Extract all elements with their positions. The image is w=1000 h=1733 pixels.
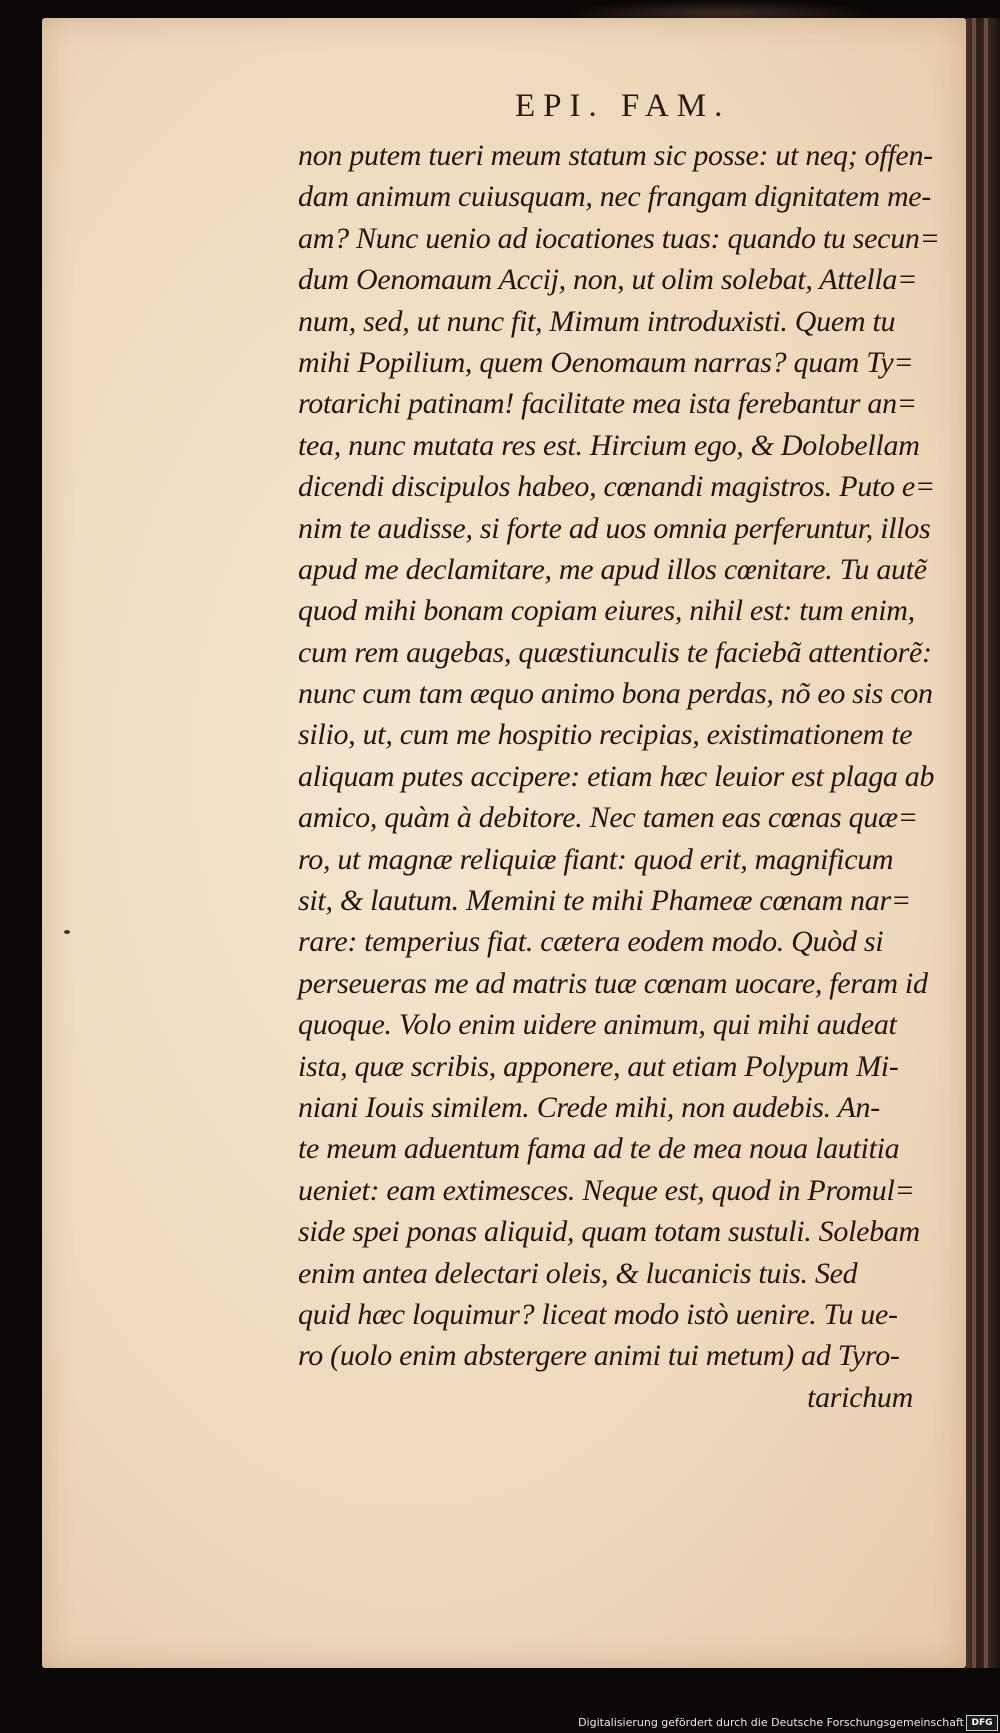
text-line: am? Nunc uenio ad iocationes tuas: quando tu secun= <box>298 221 940 255</box>
text-line: ro (uolo enim abstergere animi tui metum) ad Tyro- <box>298 1339 900 1373</box>
text-line: mihi Popilium, quem Oenomaum narras? quam Ty= <box>298 345 914 379</box>
text-line: quoque. Volo enim uidere animum, qui mihi audeat <box>298 1008 897 1042</box>
text-line: side spei ponas aliquid, quam totam sustuli. Solebam <box>298 1215 920 1249</box>
text-line: nim te audisse, si forte ad uos omnia perferuntur, illos <box>298 511 931 545</box>
catchword: tarichum <box>807 1380 913 1414</box>
text-line: te meum aduentum fama ad te de mea noua lautitia <box>298 1132 900 1166</box>
text-line: dicendi discipulos habeo, cœnandi magistros. Puto e= <box>298 470 935 504</box>
text-line: apud me declamitare, me apud illos cœnitare. Tu autẽ <box>298 552 927 586</box>
funding-credit: Digitalisierung gefördert durch die Deutsche Forschungsgemeinschaft <box>578 1716 964 1729</box>
text-line: nunc cum tam æquo animo bona perdas, nõ eo sis con <box>298 677 933 711</box>
text-line: ista, quæ scribis, apponere, aut etiam Polypum Mi- <box>298 1049 899 1083</box>
text-line: quid hæc loquimur? liceat modo istò uenire. Tu ue- <box>298 1297 898 1331</box>
text-line: aliquam putes accipere: etiam hæc leuior est plaga ab <box>298 759 935 793</box>
body-text <box>298 135 963 1418</box>
text-line: ueniet: eam extimesces. Neque est, quod in Promul= <box>298 1173 915 1207</box>
dfg-logo: DFG <box>966 1715 998 1731</box>
text-line: quod mihi bonam copiam eiures, nihil est: tum enim, <box>298 594 915 628</box>
running-header: EPI. FAM. <box>515 88 731 124</box>
text-line: rotarichi patinam! facilitate mea ista ferebantur an= <box>298 387 917 421</box>
text-line: non putem tueri meum statum sic posse: ut neq; offen- <box>298 139 933 172</box>
text-line: silio, ut, cum me hospitio recipias, existimationem te <box>298 718 913 752</box>
text-line: enim antea delectari oleis, & lucanicis tuis. Sed <box>298 1256 858 1290</box>
text-line: sit, & lautum. Memini te mihi Phameæ cœnam nar= <box>298 884 911 918</box>
text-line: tea, nunc mutata res est. Hircium ego, & Dolobellam <box>298 428 920 462</box>
text-line: num, sed, ut nunc fit, Mimum introduxisti. Quem tu <box>298 304 896 338</box>
text-line: dum Oenomaum Accij, non, ut olim solebat, Attella= <box>298 263 918 297</box>
text-line: dam animum cuiusquam, nec frangam dignitatem me- <box>298 180 932 214</box>
text-line: amico, quàm à debitore. Nec tamen eas cœnas quæ= <box>298 801 918 835</box>
page-edge <box>966 18 1000 1668</box>
text-line: perseueras me ad matris tuæ cœnam uocare, feram id <box>298 966 928 1000</box>
text-line: ro, ut magnæ reliquiæ fiant: quod erit, magnificum <box>298 842 894 876</box>
text-line: cum rem augebas, quæstiunculis te faciebã attentiorẽ: <box>298 635 932 669</box>
text-line: rare: temperius fiat. cætera eodem modo. Quòd si <box>298 925 884 959</box>
ink-speck <box>64 930 70 934</box>
text-line: niani Iouis similem. Crede mihi, non audebis. An- <box>298 1090 880 1124</box>
footer-bar <box>0 1713 1000 1733</box>
